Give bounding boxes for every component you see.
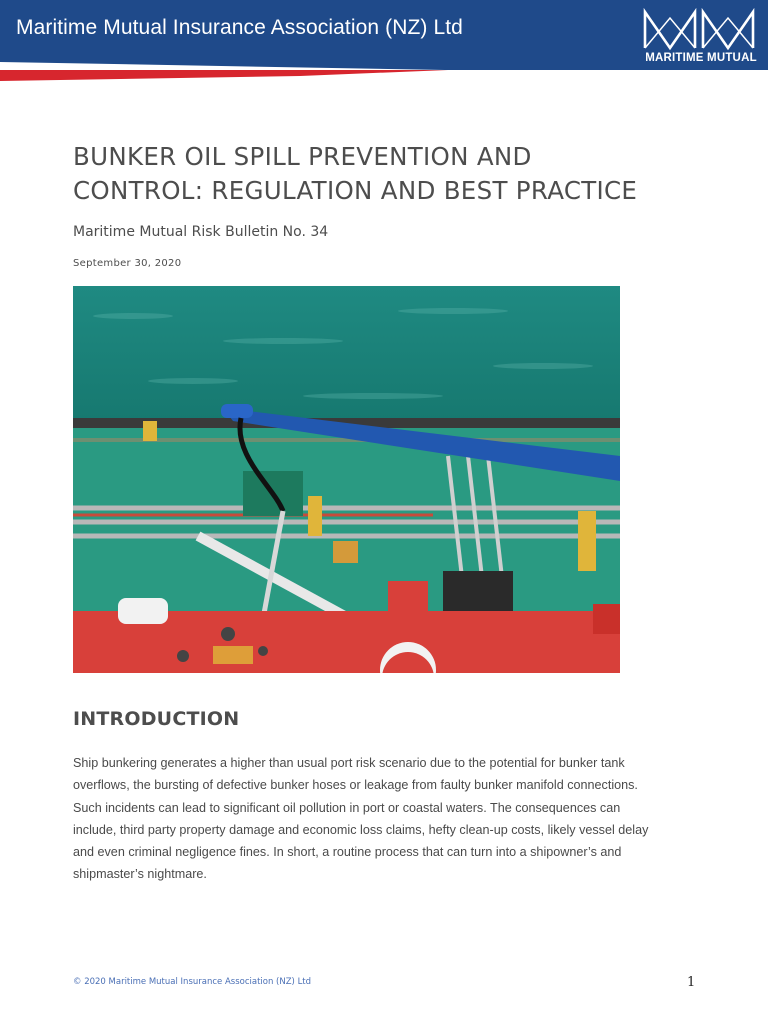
document-title — [73, 140, 713, 208]
header-title: Maritime Mutual Insurance Association (NZ) Ltd — [16, 16, 463, 39]
publication-date: September 30, 2020 — [73, 258, 182, 269]
bulletin-subtitle: Maritime Mutual Risk Bulletin No. 34 — [73, 224, 329, 240]
intro-line: Such incidents can lead to significant oil pollution in port or coastal waters. The consequences can — [73, 800, 621, 815]
intro-line: overflows, the bursting of defective bunker hoses or leakage from faulty bunker manifold connections. — [73, 778, 638, 793]
page-header — [0, 0, 768, 82]
intro-line: include, third party property damage and economic loss claims, hefty clean-up costs, likely vessel delay — [73, 822, 649, 837]
intro-line: and even criminal negligence fines. In short, a routine process that can turn into a shipowner’s and — [73, 845, 622, 860]
bunkering-photo-illustration — [73, 286, 620, 673]
introduction-heading: INTRODUCTION — [73, 708, 240, 730]
intro-line: shipmaster’s nightmare. — [73, 867, 207, 882]
intro-line: Ship bunkering generates a higher than usual port risk scenario due to the potential for bunker tank — [73, 756, 625, 770]
page-number: 1 — [687, 975, 696, 990]
bunkering-vessel-photo — [73, 286, 620, 673]
footer-copyright: © 2020 Maritime Mutual Insurance Association (NZ) Ltd — [73, 977, 312, 987]
introduction-paragraph — [73, 752, 703, 886]
logo-text: MARITIME MUTUAL — [645, 52, 757, 64]
title-line-2: CONTROL: REGULATION AND BEST PRACTICE — [73, 176, 638, 205]
title-line-1: BUNKER OIL SPILL PREVENTION AND — [73, 142, 532, 171]
mm-logo-icon — [640, 8, 762, 52]
maritime-mutual-logo — [640, 8, 762, 66]
